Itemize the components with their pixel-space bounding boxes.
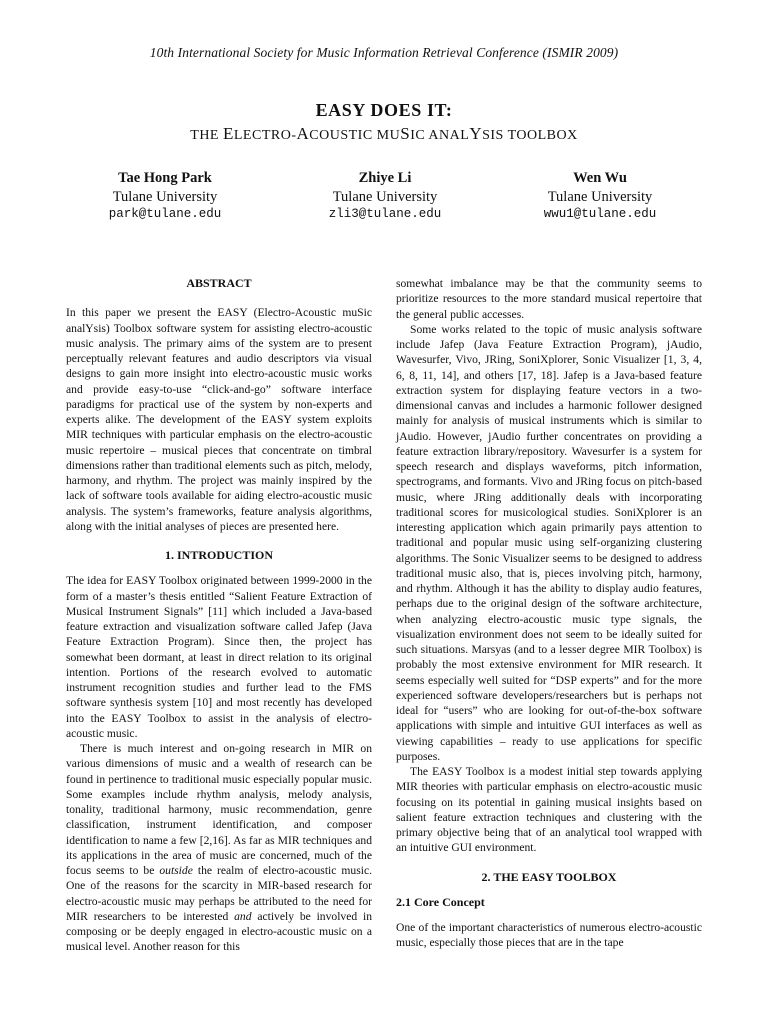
section-2-heading: 2. THE EASY TOOLBOX — [481, 869, 617, 884]
introduction-heading: 1. INTRODUCTION — [164, 548, 273, 562]
subtitle-part: LECTRO- — [233, 128, 297, 143]
author-affiliation: Tulane University — [547, 189, 653, 205]
subtitle-part: COUSTIC MU — [309, 128, 401, 143]
author-affiliation: Tulane University — [112, 189, 218, 205]
intro-paragraph-4: Some works related to the topic of music analysis software include Jafep (Java Feature Extraction Program), jAudio, Wavesurfer, Vivo, JRing, SoniXplorer, Sonic Visualizer [1, 3, 4, 6, 8, 11, 14], and others [17, 18]. Jafep is a Java-based feature extraction system for displaying feature vectors in a two-dimensional canvas and includes a harmonic follower designed mainly for analysis of musical instruments which is similar to jAudio. However, jAudio further concentrates on providing a feature extraction library/repository. Wavesurfer is a system for speech research and displays waveforms, pitch information, spectrograms, and formants. Vivo and JRing focus on pitch-based music, where JRing additionally deals with incorporating traditional scores for musicological studies. SoniXplorer is an interesting application which again primarily pays attention to traditional and popular music using self-organizing clustering algorithms. The Sonic Visualizer seems to be designed to address traditional music also, that is, pieces involving pitch, harmony, and rhythm. Although it has the ability to display audio features, perhaps due to the original design of the software architecture, when analyzing electro-acoustic music type signals, the visualization environment does not seem to be ideally suited for such situations. Marsyas (and to a lesser degree MIR Toolbox) is probably the most extensive environment for MIR research. It seems especially well suited for “DSP experts” and for the more experienced software developers/researchers but is perhaps not ideal for “users” who are looking for out-of-the-box software applications with simple and intuitive GUI interfaces as well as viewing capabilities – ready to use applications for specific purposes. — [396, 322, 702, 763]
author-email: park@tulane.edu — [108, 207, 222, 221]
subsection-2-1-heading: 2.1 Core Concept — [396, 894, 485, 909]
subtitle-part: THE — [190, 128, 223, 143]
intro-paragraph-3: somewhat imbalance may be that the community seems to prioritize resources to the more standard musical repertoire that the general public accesses. — [396, 277, 702, 321]
author-name: Tae Hong Park — [118, 170, 212, 186]
emphasis-text: outside — [159, 864, 193, 877]
author-name: Zhiye Li — [358, 170, 412, 186]
author-name: Wen Wu — [573, 170, 627, 186]
conference-header: 10th International Society for Music Information Retrieval Conference (ISMIR 2009) — [149, 45, 619, 60]
author-block — [275, 168, 495, 222]
subtitle-cap: E — [222, 124, 234, 143]
emphasis-text: and — [234, 909, 252, 923]
paper-title: EASY DOES IT: — [315, 100, 453, 120]
abstract-text: In this paper we present the EASY (Electro-Acoustic muSic analYsis) Toolbox software system for assisting electro-acoustic music analysis. The primary aims of the system are to present perceptually relevant features and audio descriptors via visual designs to gain more insight into electro-acoustic music works and provide easy-to-use “click-and-go” software interface paradigms for practical use of the system by non-experts and experts alike. The development of the EASY system exploits MIR techniques with particular emphasis on the electro-acoustic music repertoire – musical pieces that concentrate on timbral dimensions rather than traditional elements such as pitch, melody, harmony, and rhythm. The project was mainly inspired by the lack of software tools available for aiding electro-acoustic music analysis. The system’s frameworks, feature analysis algorithms, along with the initial analyses of pieces are presented here. — [66, 306, 372, 533]
left-column — [66, 276, 372, 955]
author-affiliation: Tulane University — [332, 189, 438, 205]
text-run: the realm of electro-acoustic music. One of the reasons for the scarcity in MIR-based research for electro-acoustic music may perhaps be attributed to the need for MIR researchers to be interested — [66, 864, 372, 923]
paper-subtitle — [0, 124, 768, 144]
author-email: zli3@tulane.edu — [328, 207, 442, 221]
subtitle-part: SIS TOOLBOX — [482, 128, 578, 143]
text-run: There is much interest and on-going research in MIR on various dimensions of music and a wealth of research can be found in pertinence to traditional music especially popular music. Some examples include rhythm analysis, melody analysis, tonality, traditional harmony, music recommendation, genre classification, instrument identification, and composer identification to name a few [2,16]. As far as MIR techniques and its applications in the area of music are concerned, much of the focus seems to be — [66, 742, 372, 877]
abstract-heading: ABSTRACT — [186, 276, 252, 290]
subtitle-cap: A — [296, 124, 310, 143]
intro-paragraph-5: The EASY Toolbox is a modest initial step towards applying MIR theories with particular emphasis on electro-acoustic music focusing on its potential in gaining musical insights based on salient feature extraction techniques and clustering with the primary objective being that of an analytical tool wrapped with an intuitive GUI environment. — [396, 765, 702, 855]
subtitle-cap: S — [400, 124, 411, 143]
text-run: actively be involved in composing or be deeply engaged in electro-acoustic music on a musical level. Another reason for this — [66, 909, 372, 954]
right-column — [396, 276, 702, 951]
subtitle-part: IC ANAL — [410, 128, 470, 143]
intro-paragraph-2 — [66, 741, 372, 955]
author-block — [55, 168, 275, 222]
intro-paragraph-1: The idea for EASY Toolbox originated between 1999-2000 in the form of a master’s thesis entitled “Salient Feature Extraction of Musical Instrument Signals” [11] which included a Java-based feature extraction and visualization software called Jafep (Java Feature Extraction Program). Since then, the project has somewhat been dormant, at least in direct relation to its original intention. Portions of the research evolved to automatic instrument recognition studies and further lead to the FMS software synthesis system [10] and most recently has developed into the EASY Toolbox to assist in the analysis of electro-acoustic music. — [66, 574, 372, 740]
section-2-paragraph-1: One of the important characteristics of numerous electro-acoustic music, especially those pieces that are in the tape — [396, 921, 702, 950]
author-block — [490, 168, 710, 222]
author-email: wwu1@tulane.edu — [543, 207, 657, 221]
subtitle-cap: Y — [469, 124, 483, 143]
